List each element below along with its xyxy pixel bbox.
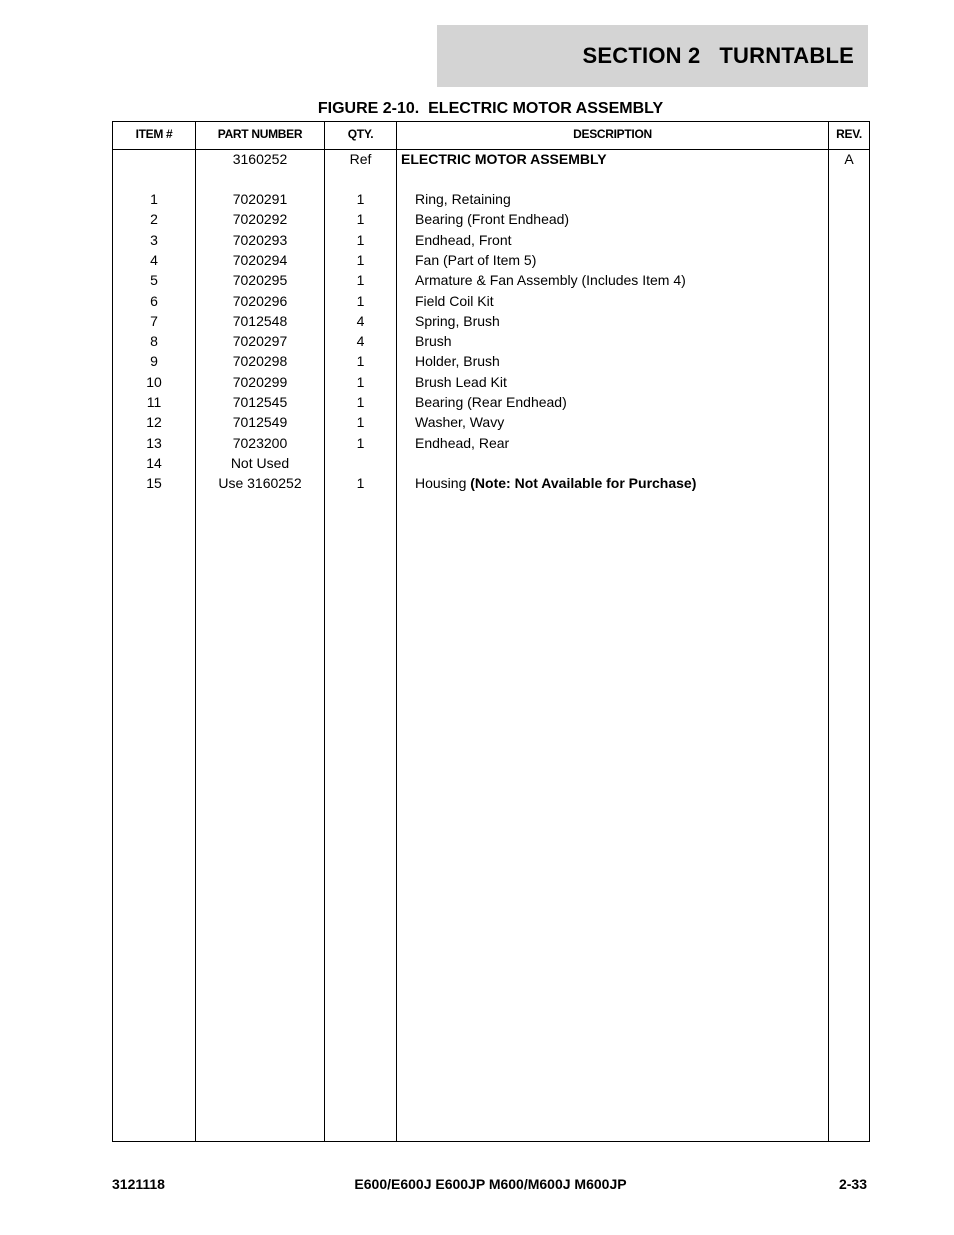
table-row <box>113 433 869 453</box>
column-header-rev: REV. <box>836 127 862 141</box>
column-header-qty: QTY. <box>347 127 374 141</box>
description <box>415 209 843 229</box>
part-number: 7020293 <box>232 231 288 248</box>
part-number: Use 3160252 <box>218 475 302 492</box>
table-row <box>113 453 869 473</box>
part-number: 7020294 <box>232 251 288 268</box>
table-row <box>113 189 869 209</box>
part-number: 7012549 <box>232 414 288 431</box>
table-header <box>113 122 869 150</box>
item-number: 10 <box>146 373 162 390</box>
footer-page-number: 2-33 <box>838 1176 867 1192</box>
quantity: 1 <box>356 353 365 370</box>
column-header-description: DESCRIPTION <box>573 127 652 141</box>
table-row <box>113 250 869 270</box>
table-row <box>113 270 869 290</box>
item-number: 6 <box>150 292 158 309</box>
description-text: Brush <box>415 333 452 350</box>
quantity: 1 <box>356 292 365 309</box>
description <box>415 392 843 412</box>
section-title: SECTION 2 TURNTABLE <box>582 43 854 68</box>
table-row <box>113 311 869 331</box>
footer-doc-number: 3121118 <box>112 1176 165 1192</box>
description <box>415 250 843 270</box>
part-number: 7020298 <box>232 353 288 370</box>
description-text: Washer, Wavy <box>415 414 505 431</box>
quantity: 1 <box>356 394 365 410</box>
item-number: 4 <box>150 251 158 268</box>
part-number: 7020292 <box>232 211 288 228</box>
description <box>415 351 843 371</box>
quantity: 4 <box>356 333 365 350</box>
description <box>415 230 843 250</box>
part-number: 7020299 <box>232 373 288 390</box>
assembly-part-number: 3160252 <box>232 151 288 167</box>
item-number: 3 <box>150 231 158 248</box>
description-text: Field Coil Kit <box>415 292 494 309</box>
item-number: 15 <box>146 475 162 492</box>
table-row <box>113 351 869 371</box>
item-number: 13 <box>146 434 162 451</box>
description-text: Bearing (Front Endhead) <box>415 211 570 228</box>
footer-models: E600/E600J E600JP M600/M600J M600JP <box>354 1176 627 1192</box>
quantity: 1 <box>356 414 365 431</box>
quantity: 1 <box>356 231 365 248</box>
quantity: 1 <box>356 434 365 451</box>
description <box>415 270 843 290</box>
assembly-rev: A <box>844 151 854 167</box>
quantity: 1 <box>356 373 365 390</box>
item-number: 14 <box>146 454 162 471</box>
part-number: 7020296 <box>232 292 288 309</box>
part-number: 7012548 <box>232 312 288 329</box>
description-text: Armature & Fan Assembly (Includes Item 4) <box>415 272 686 289</box>
description-text: Brush Lead Kit <box>415 373 507 390</box>
figure-title: FIGURE 2-10. ELECTRIC MOTOR ASSEMBLY <box>317 100 664 117</box>
description-text: Bearing (Rear Endhead) <box>415 394 567 410</box>
part-number: 7020297 <box>232 333 288 350</box>
table-row <box>113 230 869 250</box>
section-banner <box>437 25 868 87</box>
parts-table <box>112 121 870 1142</box>
description <box>415 473 843 493</box>
description <box>415 433 843 453</box>
description <box>415 331 843 351</box>
quantity: 1 <box>356 272 365 289</box>
part-number: Not Used <box>230 454 290 471</box>
part-number: 7023200 <box>232 434 288 451</box>
table-row <box>113 392 869 412</box>
table-row <box>113 291 869 311</box>
description-text: Endhead, Front <box>415 231 512 248</box>
table-row <box>113 331 869 351</box>
assembly-row <box>113 149 869 169</box>
description-text: Spring, Brush <box>415 312 500 329</box>
description-text: Ring, Retaining <box>415 191 511 207</box>
description <box>415 372 843 392</box>
part-number: 7012545 <box>232 394 288 410</box>
quantity: 1 <box>356 251 365 268</box>
item-number: 11 <box>146 394 162 410</box>
quantity: 1 <box>356 191 365 207</box>
column-header-item: ITEM # <box>135 127 173 141</box>
description-text: Fan (Part of Item 5) <box>415 251 537 268</box>
description <box>415 291 843 311</box>
part-number: 7020295 <box>232 272 288 289</box>
item-number: 12 <box>146 414 162 431</box>
item-number: 5 <box>150 272 158 289</box>
table-row <box>113 412 869 432</box>
table-row <box>113 209 869 229</box>
description <box>415 189 843 209</box>
assembly-qty: Ref <box>349 151 372 167</box>
item-number: 2 <box>150 211 158 228</box>
description-text: Housing <box>415 475 471 492</box>
description-text: Endhead, Rear <box>415 434 510 451</box>
description-note: (Note: Not Available for Purchase) <box>470 475 697 492</box>
item-number: 9 <box>150 353 158 370</box>
assembly-description: ELECTRIC MOTOR ASSEMBLY <box>401 151 607 167</box>
item-number: 1 <box>150 191 158 207</box>
description-text: Holder, Brush <box>415 353 500 370</box>
table-row <box>113 372 869 392</box>
item-number: 7 <box>150 312 158 329</box>
description <box>415 311 843 331</box>
item-number: 8 <box>150 333 158 350</box>
quantity: 1 <box>356 475 365 492</box>
column-header-part-number: PART NUMBER <box>217 127 303 141</box>
part-number: 7020291 <box>232 191 288 207</box>
quantity: 4 <box>356 312 365 329</box>
description <box>415 412 843 432</box>
quantity: 1 <box>356 211 365 228</box>
table-row <box>113 473 869 493</box>
